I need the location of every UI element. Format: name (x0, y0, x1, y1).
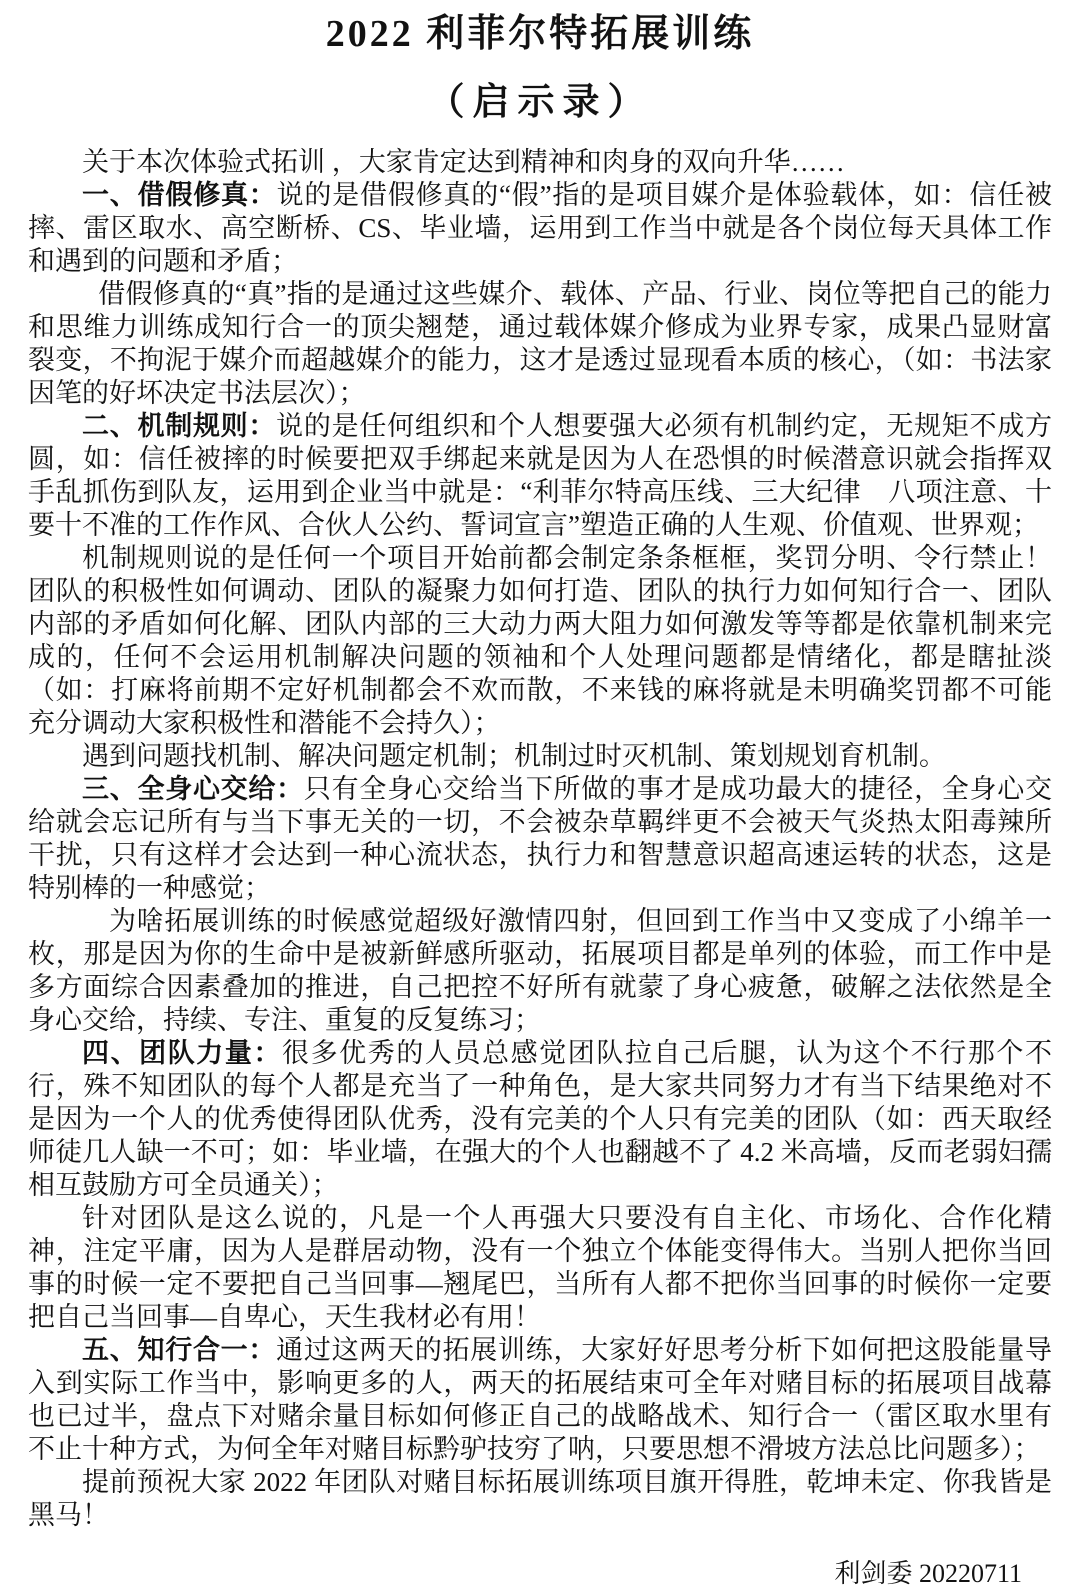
paragraph-text: 通过这两天的拓展训练，大家好好思考分析下如何把这股能量导入到实际工作当中，影响更多的人，两天的拓展结束可全年对赌目标的拓展项目战幕也已过半，盘点下对赌余量目标如何修正自己的战略战术、知行合一（雷区取水里有不止十种方式，为何全年对赌目标黔驴技穷了呐，只要思想不滑坡方法总比问题多）； (28, 1335, 1053, 1464)
document-title: 2022 利菲尔特拓展训练 (325, 13, 755, 55)
paragraph-section-5 (28, 1334, 1052, 1466)
paragraph-section-4-cont (28, 1202, 1052, 1334)
paragraph-section-2 (28, 410, 1052, 542)
section-heading: 二、机制规则： (82, 411, 277, 441)
paragraph-text: 为啥拓展训练的时候感觉超级好激情四射，但回到工作当中又变成了小绵羊一枚，那是因为你的生命中是被新鲜感所驱动，拓展项目都是单列的体验，而工作中是多方面综合因素叠加的推进，自己把控不好所有就蒙了身心疲惫，破解之法依然是全身心交给，持续、专注、重复的反复练习； (28, 906, 1052, 1035)
section-heading: 一、借假修真： (82, 180, 277, 210)
document-body (28, 146, 1052, 1532)
signature: 利剑委 20220711 (834, 1559, 1022, 1588)
paragraph-text: 遇到问题找机制、解决问题定机制；机制过时灭机制、策划规划育机制。 (82, 741, 946, 771)
section-heading: 四、团队力量： (82, 1038, 283, 1068)
paragraph-text: 针对团队是这么说的，凡是一个人再强大只要没有自主化、市场化、合作化精神，注定平庸，因为人是群居动物，没有一个独立个体能变得伟大。当别人把你当回事的时候一定不要把自己当回事—翘尾巴，当所有人都不把你当回事的时候你一定要把自己当回事—自卑心，天生我材必有用！ (28, 1203, 1052, 1332)
paragraph-text: 提前预祝大家 2022 年团队对赌目标拓展训练项目旗开得胜，乾坤未定、你我皆是黑马！ (28, 1467, 1052, 1530)
paragraph-section-3 (28, 773, 1052, 905)
section-heading: 五、知行合一： (82, 1335, 277, 1365)
paragraph-text: 说的是借假修真的“假”指的是项目媒介是体验载体，如：信任被摔、雷区取水、高空断桥、CS、毕业墙，运用到工作当中就是各个岗位每天具体工作和遇到的问题和矛盾； (28, 180, 1053, 276)
paragraph-section-3-cont (28, 905, 1052, 1037)
paragraph-section-2-cont (28, 542, 1052, 740)
paragraph-mechanism-motto (28, 740, 1052, 773)
document-subtitle: （启示录） (427, 82, 653, 123)
paragraph-intro (28, 146, 1052, 179)
paragraph-text: 借假修真的“真”指的是通过这些媒介、载体、产品、行业、岗位等把自己的能力和思维力训练成知行合一的顶尖翘楚，通过载体媒介修成为业界专家，成果凸显财富裂变，不拘泥于媒介而超越媒介的能力，这才是透过显现看本质的核心，（如：书法家因笔的好坏决定书法层次）； (28, 279, 1052, 408)
paragraph-text: 关于本次体验式拓训 ，大家肯定达到精神和肉身的双向升华…… (82, 147, 845, 177)
paragraph-closing (28, 1466, 1052, 1532)
paragraph-section-1 (28, 179, 1052, 278)
paragraph-section-4 (28, 1037, 1052, 1202)
paragraph-text: 很多优秀的人员总感觉团队拉自己后腿，认为这个不行那个不行，殊不知团队的每个人都是充当了一种角色，是大家共同努力才有当下结果绝对不是因为一个人的优秀使得团队优秀，没有完美的个人只有完美的团队（如：西天取经师徒几人缺一不可；如：毕业墙，在强大的个人也翻越不了 4.2 米高墙，反而老弱妇孺相互鼓励方可全员通关）； (28, 1038, 1052, 1200)
paragraph-text: 说的是任何组织和个人想要强大必须有机制约定，无规矩不成方圆，如：信任被摔的时候要把双手绑起来就是因为人在恐惧的时候潜意识就会指挥双手乱抓伤到队友，运用到企业当中就是：“利菲尔特高压线、三大纪律 八项注意、十要十不准的工作作风、合伙人公约、誓词宣言”塑造正确的人生观、价值观、世界观； (28, 411, 1053, 540)
paragraph-text: 机制规则说的是任何一个项目开始前都会制定条条框框，奖罚分明、令行禁止！团队的积极性如何调动、团队的凝聚力如何打造、团队的执行力如何知行合一、团队内部的矛盾如何化解、团队内部的三大动力两大阻力如何激发等等都是依靠机制来完成的，任何不会运用机制解决问题的领袖和个人处理问题都是情绪化，都是瞎扯淡（如：打麻将前期不定好机制都会不欢而散，不来钱的麻将就是未明确奖罚都不可能充分调动大家积极性和潜能不会持久）； (28, 543, 1052, 738)
paragraph-text: 只有全身心交给当下所做的事才是成功最大的捷径，全身心交给就会忘记所有与当下事无关的一切，不会被杂草羁绊更不会被天气炎热太阳毒辣所干扰，只有这样才会达到一种心流状态，执行力和智慧意识超高速运转的状态，这是特别棒的一种感觉； (28, 774, 1053, 903)
paragraph-section-1-cont (28, 278, 1052, 410)
section-heading: 三、全身心交给： (82, 774, 304, 804)
